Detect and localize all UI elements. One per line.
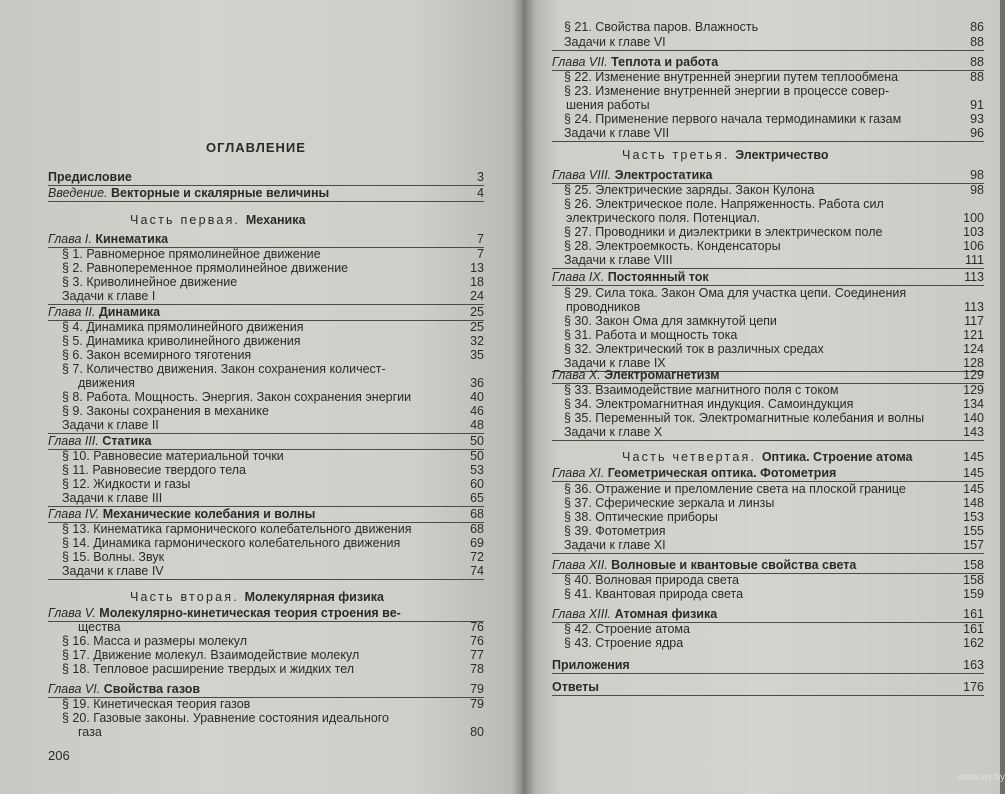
chapter-label: Глава I. — [48, 232, 96, 246]
section-entry — [564, 35, 666, 49]
section-entry — [62, 390, 411, 404]
section-entry — [564, 482, 906, 496]
section-entry — [564, 383, 838, 397]
chapter-entry — [48, 186, 329, 200]
page-ref: 100 — [963, 211, 984, 225]
entry-title: Механические колебания и волны — [102, 507, 316, 521]
section-entry — [564, 197, 884, 211]
entry-title: Задачи к главе VII — [564, 126, 670, 140]
section-entry — [564, 225, 882, 239]
section-entry — [564, 183, 814, 197]
page-ref: 163 — [963, 658, 984, 672]
chapter-entry — [48, 305, 160, 319]
section-entry — [62, 550, 164, 564]
chapter-label: Глава IV. — [48, 507, 103, 521]
section-entry — [62, 662, 354, 676]
entry-title: Векторные и скалярные величины — [111, 186, 330, 200]
section-entry — [564, 622, 690, 636]
chapter-label: Глава V. — [48, 606, 100, 620]
chapter-label: Глава X. — [552, 368, 605, 382]
page-ref: 128 — [963, 356, 984, 370]
page-ref: 129 — [963, 368, 984, 382]
page-ref: 74 — [470, 564, 484, 578]
entry-title: § 19. Кинетическая теория газов — [62, 697, 251, 711]
page-ref: 25 — [470, 320, 484, 334]
page-ref: 140 — [963, 411, 984, 425]
chapter-entry — [552, 558, 856, 572]
section-entry — [564, 538, 666, 552]
page-ref: 76 — [470, 620, 484, 634]
section-entry — [564, 636, 683, 650]
page-ref: 88 — [970, 35, 984, 49]
entry-title: Волновые и квантовые свойства света — [611, 558, 857, 572]
part-label: Часть четвертая. — [622, 450, 762, 464]
section-entry — [62, 697, 250, 711]
section-entry — [564, 20, 758, 34]
part-label: Часть третья. — [622, 148, 736, 162]
page-ref: 159 — [963, 587, 984, 601]
entry-title: § 9. Законы сохранения в механике — [62, 404, 269, 418]
section-entry — [564, 397, 853, 411]
section-entry — [62, 477, 190, 491]
entry-title: Ответы — [552, 680, 599, 694]
page-ref: 98 — [970, 168, 984, 182]
entry-title: Геометрическая оптика. Фотометрия — [607, 466, 837, 480]
chapter-label: Глава II. — [48, 305, 99, 319]
page-ref: 103 — [963, 225, 984, 239]
entry-title: Задачи к главе VIII — [564, 253, 673, 267]
section-entry — [564, 70, 898, 84]
page-ref: 65 — [470, 491, 484, 505]
entry-title: § 13. Кинематика гармонического колебательного движения — [62, 522, 412, 536]
entry-title: § 5. Динамика криволинейного движения — [62, 334, 301, 348]
entry-title: § 31. Работа и мощность тока — [564, 328, 738, 342]
section-entry — [564, 253, 673, 267]
page-ref: 88 — [970, 55, 984, 69]
divider — [552, 553, 984, 554]
page-ref: 3 — [477, 170, 484, 184]
toc-entry — [566, 211, 760, 225]
entry-title: газа — [78, 725, 102, 739]
section-entry — [62, 449, 284, 463]
entry-title: § 36. Отражение и преломление света на плоской границе — [564, 482, 906, 496]
entry-title: Приложения — [552, 658, 630, 672]
chapter-entry — [48, 507, 315, 521]
chapter-entry — [552, 168, 712, 182]
entry-title: § 21. Свойства паров. Влажность — [564, 20, 759, 34]
chapter-label: Глава XIII. — [552, 607, 615, 621]
page-ref: 117 — [964, 314, 984, 328]
section-entry — [564, 524, 666, 538]
divider — [552, 440, 984, 441]
entry-title: Молекулярно-кинетическая теория строения ве- — [99, 606, 401, 620]
entry-title: § 41. Квантовая природа света — [564, 587, 744, 601]
section-entry — [564, 286, 906, 300]
divider — [48, 579, 484, 580]
page-ref: 161 — [963, 607, 984, 621]
entry-title: § 3. Криволинейное движение — [62, 275, 238, 289]
entry-title: § 34. Электромагнитная индукция. Самоиндукция — [564, 397, 854, 411]
chapter-entry — [552, 607, 717, 621]
page-ref: 50 — [470, 434, 484, 448]
part-title: Оптика. Строение атома — [761, 450, 913, 464]
part-title: Механика — [245, 213, 306, 227]
entry-title: Кинематика — [95, 232, 169, 246]
part-label: Часть вторая. — [130, 590, 245, 604]
page-ref: 124 — [963, 342, 984, 356]
page-ref: 72 — [470, 550, 484, 564]
entry-title: § 39. Фотометрия — [564, 524, 666, 538]
toc-entry — [78, 725, 102, 739]
page-ref: 93 — [970, 112, 984, 126]
entry-title: Задачи к главе X — [564, 425, 663, 439]
entry-title: Задачи к главе VI — [564, 35, 666, 49]
page-ref: 18 — [470, 275, 484, 289]
entry-title: § 2. Равнопеременное прямолинейное движение — [62, 261, 349, 275]
page-ref: 176 — [963, 680, 984, 694]
page-ref: 96 — [970, 126, 984, 140]
section-entry — [62, 463, 246, 477]
watermark: www.ay.by — [958, 772, 1005, 783]
entry-title: § 40. Волновая природа света — [564, 573, 740, 587]
section-entry — [62, 247, 321, 261]
entry-title: § 42. Строение атома — [564, 622, 690, 636]
page-ref: 162 — [963, 636, 984, 650]
divider — [48, 201, 484, 202]
chapter-entry — [48, 434, 151, 448]
chapter-entry — [552, 270, 709, 284]
entry-title: Задачи к главе I — [62, 289, 156, 303]
entry-title: § 15. Волны. Звук — [62, 550, 165, 564]
page-ref: 113 — [964, 300, 984, 314]
page-ref: 143 — [963, 425, 984, 439]
section-entry — [564, 126, 669, 140]
section-entry — [564, 587, 743, 601]
page-ref: 145 — [963, 466, 984, 480]
page-ref: 88 — [970, 70, 984, 84]
page-ref: 158 — [963, 558, 984, 572]
section-entry — [62, 404, 269, 418]
entry-title: § 27. Проводники и диэлектрики в электрическом поле — [564, 225, 883, 239]
entry-title: § 7. Количество движения. Закон сохранения количест- — [62, 362, 386, 376]
entry-title: § 16. Масса и размеры молекул — [62, 634, 248, 648]
entry-title: § 8. Работа. Мощность. Энергия. Закон сохранения энергии — [62, 390, 412, 404]
toc-entry — [552, 680, 599, 694]
page-ref: 134 — [963, 397, 984, 411]
section-entry — [62, 564, 164, 578]
part-title: Молекулярная физика — [244, 590, 384, 604]
entry-title: щества — [78, 620, 121, 634]
chapter-label: Введение. — [48, 186, 111, 200]
entry-title: § 32. Электрический ток в различных средах — [564, 342, 824, 356]
section-entry — [62, 648, 359, 662]
chapter-entry — [552, 55, 718, 69]
section-entry — [564, 84, 889, 98]
entry-title: § 30. Закон Ома для замкнутой цепи — [564, 314, 777, 328]
section-entry — [62, 348, 251, 362]
page-ref: 76 — [470, 634, 484, 648]
entry-title: шения работы — [566, 98, 650, 112]
page-ref: 158 — [963, 573, 984, 587]
book-gutter — [512, 0, 536, 794]
entry-title: Свойства газов — [103, 682, 201, 696]
page-ref: 157 — [963, 538, 984, 552]
entry-title: Электромагнетизм — [604, 368, 720, 382]
section-entry — [62, 418, 159, 432]
chapter-label: Глава VI. — [48, 682, 104, 696]
page-ref: 68 — [470, 507, 484, 521]
entry-title: § 10. Равновесие материальной точки — [62, 449, 284, 463]
section-entry — [62, 362, 386, 376]
entry-title: § 22. Изменение внутренней энергии путем теплообмена — [564, 70, 899, 84]
toc-entry — [78, 620, 121, 634]
page-ref: 36 — [470, 376, 484, 390]
chapter-entry — [552, 368, 720, 382]
chapter-entry — [48, 232, 168, 246]
entry-title: Теплота и работа — [611, 55, 719, 69]
chapter-entry — [48, 682, 200, 696]
page-ref: 46 — [470, 404, 484, 418]
toc-heading: ОГЛАВЛЕНИЕ — [206, 140, 306, 155]
entry-title: § 35. Переменный ток. Электромагнитные колебания и волны — [564, 411, 925, 425]
page-ref: 60 — [470, 477, 484, 491]
section-entry — [564, 510, 718, 524]
part-title: Электричество — [735, 148, 829, 162]
section-entry — [564, 496, 774, 510]
entry-title: Электростатика — [614, 168, 713, 182]
section-entry — [564, 328, 737, 342]
page-ref: 7 — [477, 232, 484, 246]
entry-title: § 6. Закон всемирного тяготения — [62, 348, 252, 362]
entry-title: электрического поля. Потенциал. — [566, 211, 761, 225]
divider — [552, 50, 984, 51]
section-entry — [62, 334, 301, 348]
page-ref: 79 — [470, 697, 484, 711]
divider — [552, 141, 984, 142]
chapter-label: Глава III. — [48, 434, 103, 448]
section-entry — [62, 289, 155, 303]
page-ref: 106 — [963, 239, 984, 253]
entry-title: § 26. Электрическое поле. Напряженность. Работа сил — [564, 197, 884, 211]
entry-title: § 1. Равномерное прямолинейное движение — [62, 247, 321, 261]
entry-title: § 29. Сила тока. Закон Ома для участка цепи. Соединения — [564, 286, 907, 300]
toc-entry — [566, 98, 650, 112]
entry-title: § 38. Оптические приборы — [564, 510, 718, 524]
section-entry — [62, 711, 389, 725]
page-ref: 148 — [963, 496, 984, 510]
toc-entry — [552, 658, 630, 672]
page-ref: 145 — [963, 482, 984, 496]
page-ref: 113 — [964, 270, 984, 284]
entry-title: § 24. Применение первого начала термодинамики к газам — [564, 112, 902, 126]
page-ref: 129 — [963, 383, 984, 397]
page-ref: 7 — [477, 247, 484, 261]
section-entry — [62, 536, 400, 550]
page-ref: 69 — [470, 536, 484, 550]
page-ref: 111 — [964, 253, 984, 267]
divider — [552, 673, 984, 674]
page-ref: 40 — [470, 390, 484, 404]
section-entry — [564, 112, 901, 126]
part-heading — [130, 590, 384, 604]
page-ref: 24 — [470, 289, 484, 303]
entry-title: Задачи к главе III — [62, 491, 163, 505]
toc-entry — [566, 300, 640, 314]
entry-title: движения — [78, 376, 135, 390]
section-entry — [62, 320, 304, 334]
chapter-label: Глава VIII. — [552, 168, 615, 182]
page-ref: 25 — [470, 305, 484, 319]
part-heading — [622, 450, 913, 464]
page-ref: 53 — [470, 463, 484, 477]
entry-title: Задачи к главе XI — [564, 538, 666, 552]
page-ref: 98 — [970, 183, 984, 197]
entry-title: Динамика — [98, 305, 161, 319]
entry-title: § 18. Тепловое расширение твердых и жидких тел — [62, 662, 355, 676]
page-ref: 145 — [963, 450, 984, 464]
chapter-label: Глава IX. — [552, 270, 608, 284]
chapter-entry — [48, 606, 401, 620]
page-ref: 155 — [963, 524, 984, 538]
page-ref: 86 — [970, 20, 984, 34]
page-ref: 161 — [963, 622, 984, 636]
right-page — [522, 0, 1005, 794]
page-ref: 80 — [470, 725, 484, 739]
page-ref: 91 — [970, 98, 984, 112]
chapter-label: Глава XII. — [552, 558, 612, 572]
page-ref: 77 — [470, 648, 484, 662]
page-ref: 4 — [477, 186, 484, 200]
entry-title: § 11. Равновесие твердого тела — [62, 463, 246, 477]
section-entry — [62, 275, 237, 289]
part-heading — [622, 148, 829, 162]
entry-title: Задачи к главе IV — [62, 564, 164, 578]
section-entry — [564, 573, 739, 587]
page-ref: 68 — [470, 522, 484, 536]
section-entry — [564, 411, 924, 425]
entry-title: § 14. Динамика гармонического колебательного движения — [62, 536, 401, 550]
section-entry — [564, 342, 824, 356]
entry-title: Статика — [102, 434, 152, 448]
toc-entry — [78, 376, 135, 390]
part-heading — [130, 213, 305, 227]
section-entry — [564, 425, 662, 439]
page-ref: 121 — [963, 328, 984, 342]
entry-title: § 20. Газовые законы. Уравнение состояния идеального — [62, 711, 390, 725]
section-entry — [564, 314, 777, 328]
entry-title: Задачи к главе IX — [564, 356, 666, 370]
entry-title: Постоянный ток — [607, 270, 709, 284]
entry-title: Задачи к главе II — [62, 418, 159, 432]
section-entry — [62, 634, 247, 648]
divider — [552, 268, 984, 269]
page-ref: 32 — [470, 334, 484, 348]
part-label: Часть первая. — [130, 213, 246, 227]
section-entry — [564, 239, 781, 253]
entry-title: проводников — [566, 300, 641, 314]
section-entry — [62, 491, 162, 505]
section-entry — [62, 261, 348, 275]
chapter-label: Глава XI. — [552, 466, 608, 480]
page-ref: 153 — [963, 510, 984, 524]
page-ref: 48 — [470, 418, 484, 432]
entry-title: § 23. Изменение внутренней энергии в процессе совер- — [564, 84, 890, 98]
entry-title: § 25. Электрические заряды. Закон Кулона — [564, 183, 815, 197]
page-ref: 78 — [470, 662, 484, 676]
entry-title: § 28. Электроемкость. Конденсаторы — [564, 239, 781, 253]
entry-title: Предисловие — [48, 170, 132, 184]
page-ref: 50 — [470, 449, 484, 463]
entry-title: § 37. Сферические зеркала и линзы — [564, 496, 775, 510]
section-entry — [62, 522, 411, 536]
page-number: 206 — [48, 748, 70, 763]
entry-title: § 12. Жидкости и газы — [62, 477, 191, 491]
chapter-label: Глава VII. — [552, 55, 612, 69]
page-ref: 79 — [470, 682, 484, 696]
entry-title: Атомная физика — [614, 607, 718, 621]
chapter-entry — [552, 466, 836, 480]
entry-title: § 43. Строение ядра — [564, 636, 684, 650]
page-ref: 13 — [470, 261, 484, 275]
entry-title: § 33. Взаимодействие магнитного поля с током — [564, 383, 839, 397]
toc-entry — [48, 170, 132, 184]
page-ref: 35 — [470, 348, 484, 362]
entry-title: § 4. Динамика прямолинейного движения — [62, 320, 304, 334]
entry-title: § 17. Движение молекул. Взаимодействие молекул — [62, 648, 360, 662]
divider — [552, 695, 984, 696]
